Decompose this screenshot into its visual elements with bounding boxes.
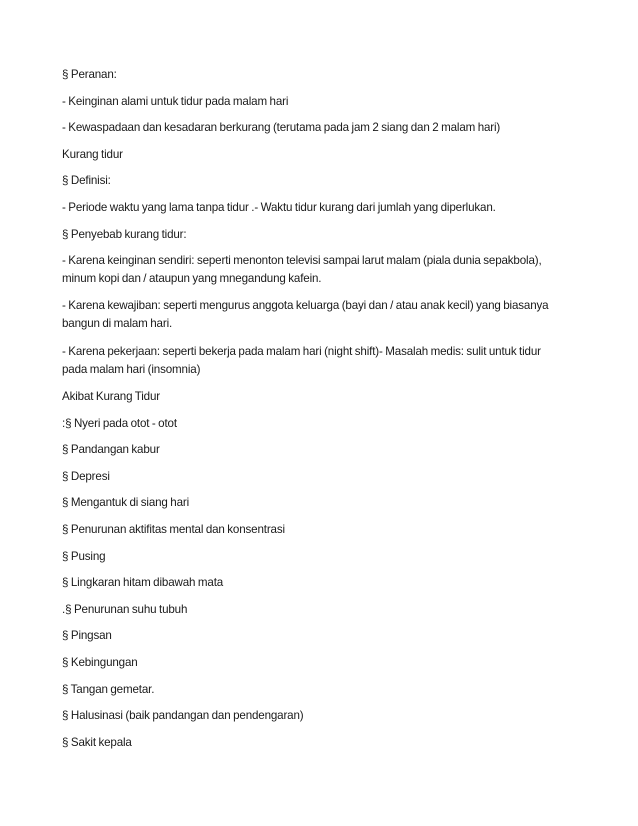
list-item-halusinasi: § Halusinasi (baik pandangan dan pendengaran) [62, 709, 304, 723]
list-item-kebingungan: § Kebingungan [62, 655, 138, 669]
bullet-kewaspadaan: - Kewaspadaan dan kesadaran berkurang (terutama pada jam 2 siang dan 2 malam hari) [62, 121, 501, 135]
list-item-depresi: § Depresi [62, 469, 110, 483]
list-item-penurunan-aktifitas: § Penurunan aktifitas mental dan konsentrasi [62, 523, 285, 537]
bullet-keinginan-alami: - Keinginan alami untuk tidur pada malam hari [62, 94, 289, 108]
section-title-akibat: Akibat Kurang Tidur [62, 390, 160, 404]
bullet-pekerjaan: - Karena pekerjaan: seperti bekerja pada malam hari (night shift)- Masalah medis: sulit untuk tidur pada malam hari (insomnia) [62, 344, 541, 376]
list-item-pandangan-kabur: § Pandangan kabur [62, 443, 160, 457]
bullet-keinginan-sendiri: - Karena keinginan sendiri: seperti menonton televisi sampai larut malam (piala dunia sepakbola), minum kopi dan / ataupun yang mnegandung kafein. [62, 254, 542, 286]
section-title-kurang-tidur: Kurang tidur [62, 147, 123, 161]
list-item-pusing: § Pusing [62, 549, 106, 563]
list-item-penurunan-suhu: .§ Penurunan suhu tubuh [62, 602, 188, 616]
bullet-periode-waktu: - Periode waktu yang lama tanpa tidur .- Waktu tidur kurang dari jumlah yang diperlukan. [62, 200, 496, 214]
list-item-sakit-kepala: § Sakit kepala [62, 735, 132, 749]
bullet-kewajiban: - Karena kewajiban: seperti mengurus anggota keluarga (bayi dan / atau anak kecil) yang biasanya bangun di malam hari. [62, 299, 549, 331]
section-heading-definisi: § Definisi: [62, 174, 111, 188]
list-item-pingsan: § Pingsan [62, 629, 112, 643]
list-item-nyeri-otot: :§ Nyeri pada otot - otot [62, 416, 177, 430]
list-item-lingkaran-hitam: § Lingkaran hitam dibawah mata [62, 576, 224, 590]
section-heading-penyebab: § Penyebab kurang tidur: [62, 227, 187, 241]
list-item-tangan-gemetar: § Tangan gemetar. [62, 682, 155, 696]
document-page [62, 66, 562, 760]
list-item-mengantuk: § Mengantuk di siang hari [62, 496, 190, 510]
section-heading-peranan: § Peranan: [62, 68, 117, 81]
